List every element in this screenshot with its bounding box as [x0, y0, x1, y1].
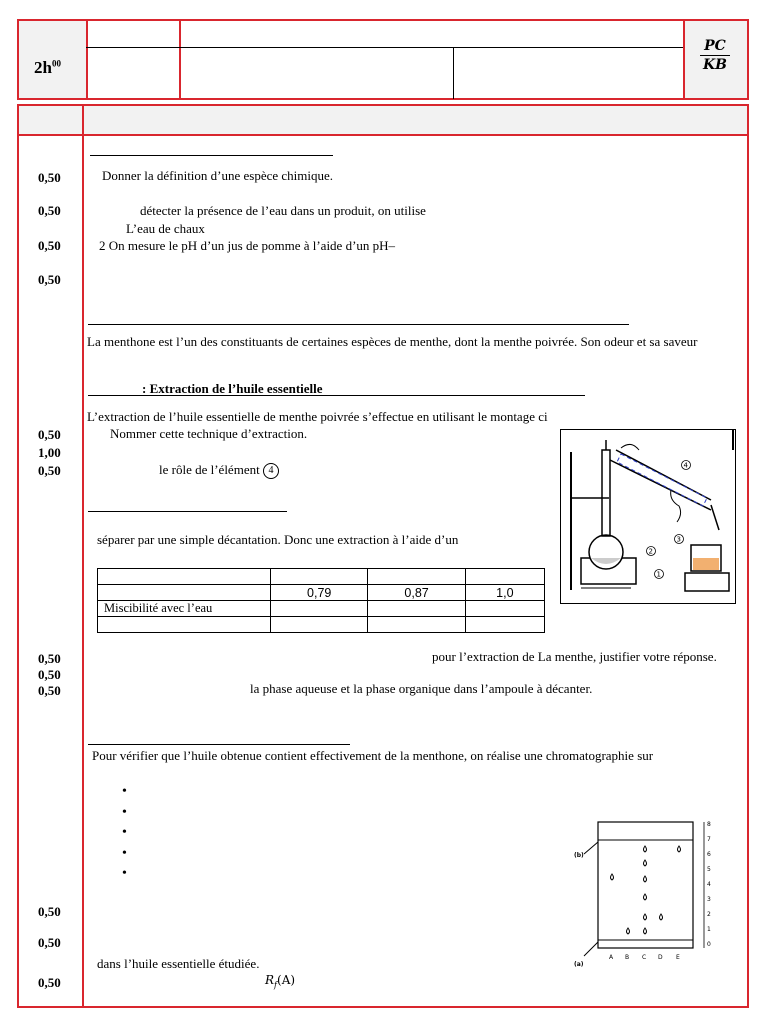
table-cell: [368, 617, 465, 633]
part3-intro: Pour vérifier que l’huile obtenue contient effectivement de la menthone, on réalise une chromatographie sur: [92, 748, 654, 763]
section-underline: [90, 155, 333, 156]
main-header-divider: [17, 134, 749, 136]
part1-q3: 2 On mesure le pH d’un jus de pomme à l’aide d’un pH–: [99, 238, 396, 253]
table-cell: [271, 569, 368, 585]
score: 1,00: [38, 445, 61, 460]
table-row: [98, 569, 545, 585]
header-divider: [86, 19, 88, 100]
score-column-divider: [82, 104, 84, 1008]
properties-table: [97, 568, 545, 633]
scale-tick: 6: [707, 851, 711, 858]
scale-tick: 7: [707, 836, 711, 843]
score: 0,50: [38, 667, 61, 682]
table-cell: [98, 569, 271, 585]
score: 0,50: [38, 651, 61, 666]
apparatus-label: 2: [648, 547, 653, 556]
table-cell: [98, 617, 271, 633]
chromatogram-image: [572, 816, 722, 972]
score: 0,50: [38, 427, 61, 442]
section-underline: [88, 324, 629, 325]
section-underline: [88, 511, 287, 512]
part2-para: L’extraction de l’huile essentielle de menthe poivrée s’effectue en utilisant le montage ci: [87, 409, 548, 424]
table-cell: [271, 601, 368, 617]
chromatogram-figure: [572, 816, 722, 972]
distillation-figure: [560, 429, 736, 604]
list-bullet: •: [122, 825, 127, 840]
table-cell: 0,87: [368, 585, 465, 601]
table-cell: [465, 601, 544, 617]
scale-tick: 8: [707, 821, 711, 828]
lane-label: A: [609, 954, 614, 961]
scale-tick: 5: [707, 866, 711, 873]
table-cell: [368, 601, 465, 617]
score: 0,50: [38, 203, 61, 218]
table-cell: [98, 585, 271, 601]
section-underline: [88, 744, 350, 745]
part2-q-justify: pour l’extraction de La menthe, justifier votre réponse.: [432, 649, 717, 664]
list-bullet: •: [122, 805, 127, 820]
score: 0,50: [38, 935, 61, 950]
table-cell: [465, 569, 544, 585]
header-frame: [17, 19, 749, 100]
scale-tick: 1: [707, 926, 711, 933]
table-cell: [368, 569, 465, 585]
score: 0,50: [38, 975, 61, 990]
baseline-mark: (a): [574, 961, 584, 968]
score: 0,50: [38, 904, 61, 919]
section-title: : Extraction de l’huile essentielle: [142, 381, 323, 396]
part1-q2: détecter la présence de l’eau dans un produit, on utilise: [140, 203, 426, 218]
table-row: [98, 585, 545, 601]
list-bullet: •: [122, 846, 127, 861]
subject-badge: PC KB: [700, 38, 730, 73]
apparatus-label: 3: [676, 535, 681, 544]
scale-tick: 2: [707, 911, 711, 918]
lane-label: D: [658, 954, 663, 961]
apparatus-label: 4: [683, 461, 688, 470]
section-underline: [88, 395, 585, 396]
part3-last: dans l’huile essentielle étudiée.: [97, 956, 260, 971]
list-bullet: •: [122, 784, 127, 799]
part1-q2-answer: L’eau de chaux: [126, 221, 205, 236]
duration: $2h^{00}$: [34, 58, 61, 77]
score: 0,50: [38, 238, 61, 253]
header-divider: [683, 19, 685, 100]
apparatus-label: 1: [656, 570, 661, 579]
part2-q1: Nommer cette technique d’extraction.: [110, 426, 308, 441]
part2-sep-text: séparer par une simple décantation. Donc une extraction à l’aide d’un: [97, 532, 459, 547]
lane-label: E: [676, 954, 680, 961]
table-row: [98, 617, 545, 633]
score: 0,50: [38, 170, 61, 185]
part2-intro: La menthone est l’un des constituants de certaines espèces de menthe, dont la menthe poivrée. Son odeur et sa saveur: [87, 334, 698, 349]
lane-label: C: [642, 954, 647, 961]
scale-tick: 4: [707, 881, 711, 888]
table-row: [98, 601, 545, 617]
table-cell: 0,79: [271, 585, 368, 601]
element-number: 4: [263, 463, 279, 479]
part1-q1: Donner la définition d’une espèce chimique.: [102, 168, 334, 183]
part2-q-phase: la phase aqueuse et la phase organique dans l’ampoule à décanter.: [250, 681, 593, 696]
table-cell: [271, 617, 368, 633]
part2-q2: le rôle de l’élément 4: [159, 462, 279, 479]
header-vline: [453, 47, 454, 99]
score: 0,50: [38, 272, 61, 287]
table-cell: Miscibilité avec l’eau: [98, 601, 271, 617]
scale-tick: 3: [707, 896, 711, 903]
score: 0,50: [38, 463, 61, 478]
distillation-apparatus-image: [561, 430, 735, 603]
score: 0,50: [38, 683, 61, 698]
table-cell: 1,0: [465, 585, 544, 601]
rf-formula: $R_f(A)$: [265, 973, 296, 990]
list-bullet: •: [122, 866, 127, 881]
lane-label: B: [625, 954, 630, 961]
table-cell: [465, 617, 544, 633]
front-mark: (b): [574, 852, 584, 859]
main-header-row: [19, 106, 747, 134]
header-divider: [179, 19, 181, 100]
header-hline: [86, 47, 683, 48]
scale-tick: 0: [707, 941, 711, 948]
